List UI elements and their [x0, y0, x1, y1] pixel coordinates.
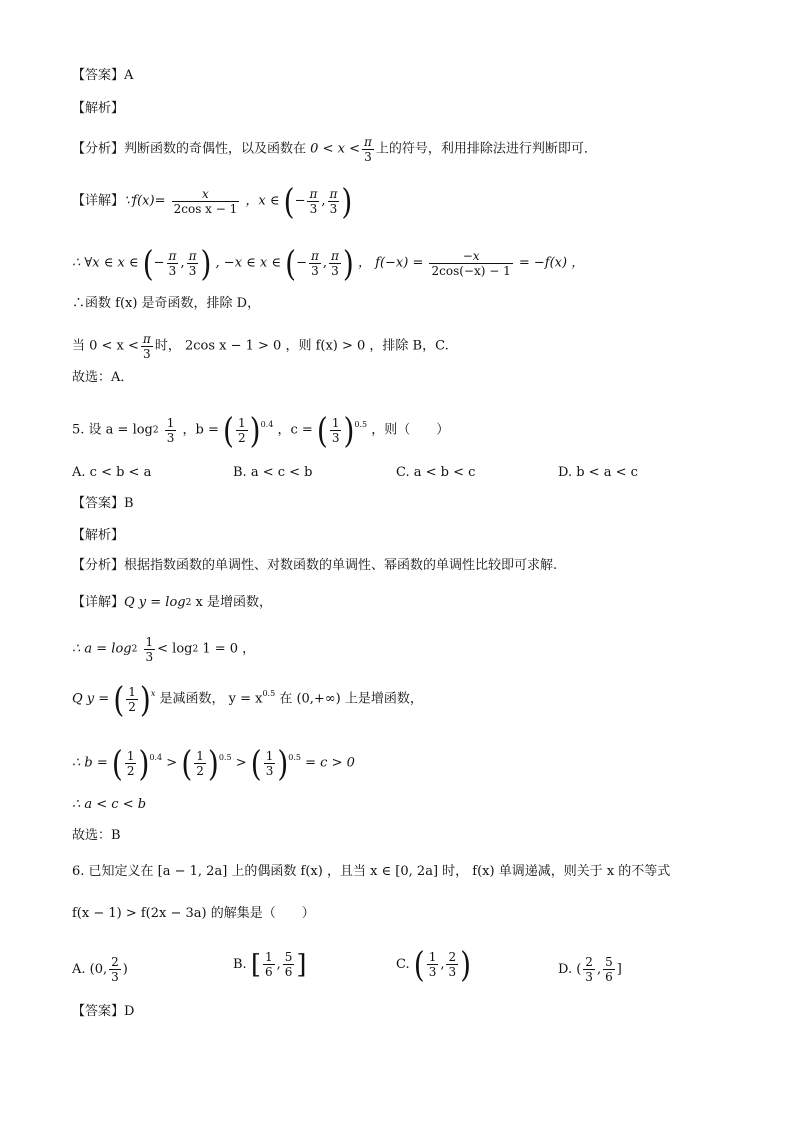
pi-over-3: [328, 187, 340, 216]
detail-fx: ∵f(x)=: [124, 193, 166, 209]
q5-step3: ∴ b = ( $\frac{1}{2}$ )$^{0.4}$ > ( $\frac{1}{2}$ )$^{0.5}$ > ( $\frac{1}{3}$ )$^{0.5}$ = c > 0: [72, 742, 355, 784]
detail-tag: 【详解】: [72, 595, 125, 610]
step1-mid: , −x ∈ x ∈: [215, 255, 282, 271]
s3-end: = c > 0: [305, 755, 355, 771]
q6-option-d[interactable]: D. ( $\frac{2}{3}$ , $\frac{5}{6}$ ]: [558, 955, 622, 984]
step1-text: ∴ ∀x ∈ x ∈: [72, 255, 139, 271]
step1-tail: = −f(x) ，: [518, 255, 585, 271]
s1b: < log: [157, 641, 193, 657]
frac-num: π: [311, 249, 319, 263]
analysis-line: [72, 135, 597, 164]
detail-tag: 【详解】: [72, 193, 125, 209]
q5-answer-line: [72, 496, 134, 513]
when-text-2: 时， 2cos x − 1 > 0 ，则 f(x) > 0 ，排除 B，C.: [154, 338, 449, 354]
fenxi-tag: 【分析】: [72, 141, 125, 157]
s2b: 是减函数， y = x: [159, 691, 263, 707]
frac-den: 3: [311, 264, 319, 278]
answer-line: [72, 68, 133, 85]
log-base: 2: [152, 425, 159, 436]
frac-num: 1: [166, 416, 175, 430]
frac-num: −x: [429, 249, 512, 264]
step1-line: ∴ ∀x ∈ x ∈ (− $\frac{\pi}{3}$ , $\frac{\pi}{3}$ ) , −x ∈ x ∈ (− $\frac{\pi}{3}$ , $\frac{\pi}{3}$ ) ， f(−x) = $\frac{-x}{2\cos(-x) - 1}$ = −f(x) ，: [72, 242, 585, 284]
frac-num: π: [331, 249, 339, 263]
frac-den: 2cos x − 1: [173, 202, 238, 216]
gt: >: [235, 755, 247, 771]
frac-den: 3: [309, 202, 318, 216]
s2a: Q y =: [72, 691, 110, 707]
answer-tag: 【答案】: [72, 496, 125, 511]
frac-num: π: [142, 332, 151, 346]
neg-pi-over-3: [307, 187, 319, 216]
q6-option-b[interactable]: B. [ $\frac{1}{6}$ , $\frac{5}{6}$ ]: [233, 949, 307, 980]
q5-option-d[interactable]: D. b < a < c: [558, 465, 638, 480]
opt-label: C.: [396, 957, 410, 972]
q5-fenxi-line: [72, 558, 557, 575]
q5-stem-1: 5. 设 a = log: [72, 422, 153, 438]
detail-line: 【详解】∵f(x)= $\frac{x}{\text{2cos x − 1}}$ ，x ∈ (− $\frac{\pi}{3}$ , $\frac{\pi}{3}$ ): [72, 180, 353, 222]
detail-text: Q y = log: [124, 595, 186, 610]
frac-den: 2cos(−x) − 1: [431, 264, 511, 278]
frac-den: 3: [111, 970, 119, 984]
step1-f: ， f(−x) =: [358, 255, 424, 271]
q6-stem-1: 6. 已知定义在 [a − 1, 2a] 上的偶函数 f(x) ，且当 x ∈ [0, 2a] 时， f(x) 单调递减，则关于 x 的不等式: [72, 864, 671, 879]
detail-text-2: x 是增函数，: [191, 595, 272, 610]
q5-option-b[interactable]: B. a < c < b: [233, 465, 313, 480]
q5-option-a[interactable]: A. c < b < a: [72, 465, 152, 480]
frac-num: x: [172, 187, 240, 202]
frac-den: 3: [168, 264, 177, 278]
frac-num: π: [329, 187, 338, 201]
frac-num: π: [188, 249, 197, 263]
answer-tag: 【答案】: [72, 68, 125, 83]
q5-stem-2: ，b =: [182, 422, 219, 438]
q6-stem-2: f(x − 1) > f(2x − 3a) 的解集是（ ）: [72, 906, 315, 921]
exp-b: 0.4: [260, 419, 274, 429]
q6-option-c[interactable]: C. ( $\frac{1}{3}$ , $\frac{2}{3}$ ): [396, 943, 472, 985]
q5-step4: ∴ a < c < b: [72, 797, 147, 812]
frac-den: 3: [166, 431, 175, 445]
neg-x-fraction: [429, 249, 512, 278]
q5-stem-3: ，c =: [277, 422, 313, 438]
fenxi-inequality: 0 < x <: [310, 141, 360, 157]
frac-num: π: [168, 249, 177, 263]
analysis-tag: 【解析】: [72, 528, 125, 543]
q5-stem-4: ，则（ ）: [371, 422, 450, 438]
fenxi-text-2: 上的符号，利用排除法进行判断即可．: [375, 141, 597, 157]
q6-option-a[interactable]: A. (0, $\frac{2}{3}$ ): [72, 955, 128, 984]
when-text-1: 当 0 < x <: [72, 338, 139, 354]
gt: >: [166, 755, 178, 771]
analysis-heading: [72, 101, 124, 118]
frac-num: π: [309, 187, 318, 201]
frac-num: π: [363, 135, 372, 149]
q5-select: 故选：B: [72, 828, 121, 843]
s1c: 1 = 0 ，: [198, 641, 256, 657]
answer-value: B: [124, 496, 134, 511]
answer-tag: 【答案】: [72, 1004, 125, 1019]
answer-value: D: [124, 1004, 135, 1019]
open-paren: (: [283, 180, 295, 222]
odd-line: ∴函数 f(x) 是奇函数，排除 D，: [72, 296, 261, 311]
s1a: ∴ a = log: [72, 641, 132, 657]
s2-exp2: 0.5: [262, 688, 276, 698]
q5-step2: Q y = ( $\frac{1}{2}$ )$^x$ 是减函数， $y = x^{0.5}$ 在 (0,+∞) 上是增函数，: [72, 678, 423, 720]
q5-step1: ∴ a = log2 $\frac{1}{3}$ < log2 1 = 0 ，: [72, 635, 256, 664]
q6-answer-line: [72, 1004, 134, 1021]
q5-option-c[interactable]: C. a < b < c: [396, 465, 476, 480]
function-fraction: [172, 187, 240, 216]
fenxi-text: 根据指数函数的单调性、对数函数的单调性、幂函数的单调性比较即可求解.: [124, 558, 558, 573]
pi-over-3-fraction: [362, 135, 374, 164]
s2-exp: x: [150, 688, 156, 698]
domain-text: ，x ∈: [245, 193, 280, 209]
fenxi-tag: 【分析】: [72, 558, 125, 573]
exp-c: 0.5: [354, 419, 368, 429]
when-line: [72, 332, 449, 361]
q5-stem: 5. 设 a = log2 $\frac{1}{3}$ ，b = ( $\frac{1}{2}$ )$^{0.4}$ ，c = ( $\frac{1}{3}$ )$^{0.5}$ ，则（ ）: [72, 409, 450, 451]
frac-den: 3: [188, 264, 197, 278]
analysis-tag: 【解析】: [72, 101, 125, 116]
s2c: 在 (0,+∞) 上是增函数，: [275, 691, 423, 707]
opt-label: D. (: [558, 962, 582, 977]
q5-analysis-heading: [72, 528, 124, 545]
close-paren: ): [341, 180, 353, 222]
select-line-a: 故选：A．: [72, 370, 134, 385]
frac-den: 3: [331, 264, 339, 278]
answer-value: A: [124, 68, 134, 83]
opt-label: B.: [233, 957, 247, 972]
s3a: ∴ b =: [72, 755, 108, 771]
frac-den: 3: [329, 202, 338, 216]
opt-label: A. (0,: [72, 962, 108, 977]
fenxi-text-1: 判断函数的奇偶性，以及函数在: [124, 141, 307, 157]
frac-den: 3: [364, 150, 372, 164]
frac-den: 3: [143, 347, 151, 361]
frac-num: 2: [111, 955, 119, 969]
q5-detail-line: 【详解】Q y = log2 x 是增函数，: [72, 595, 272, 610]
